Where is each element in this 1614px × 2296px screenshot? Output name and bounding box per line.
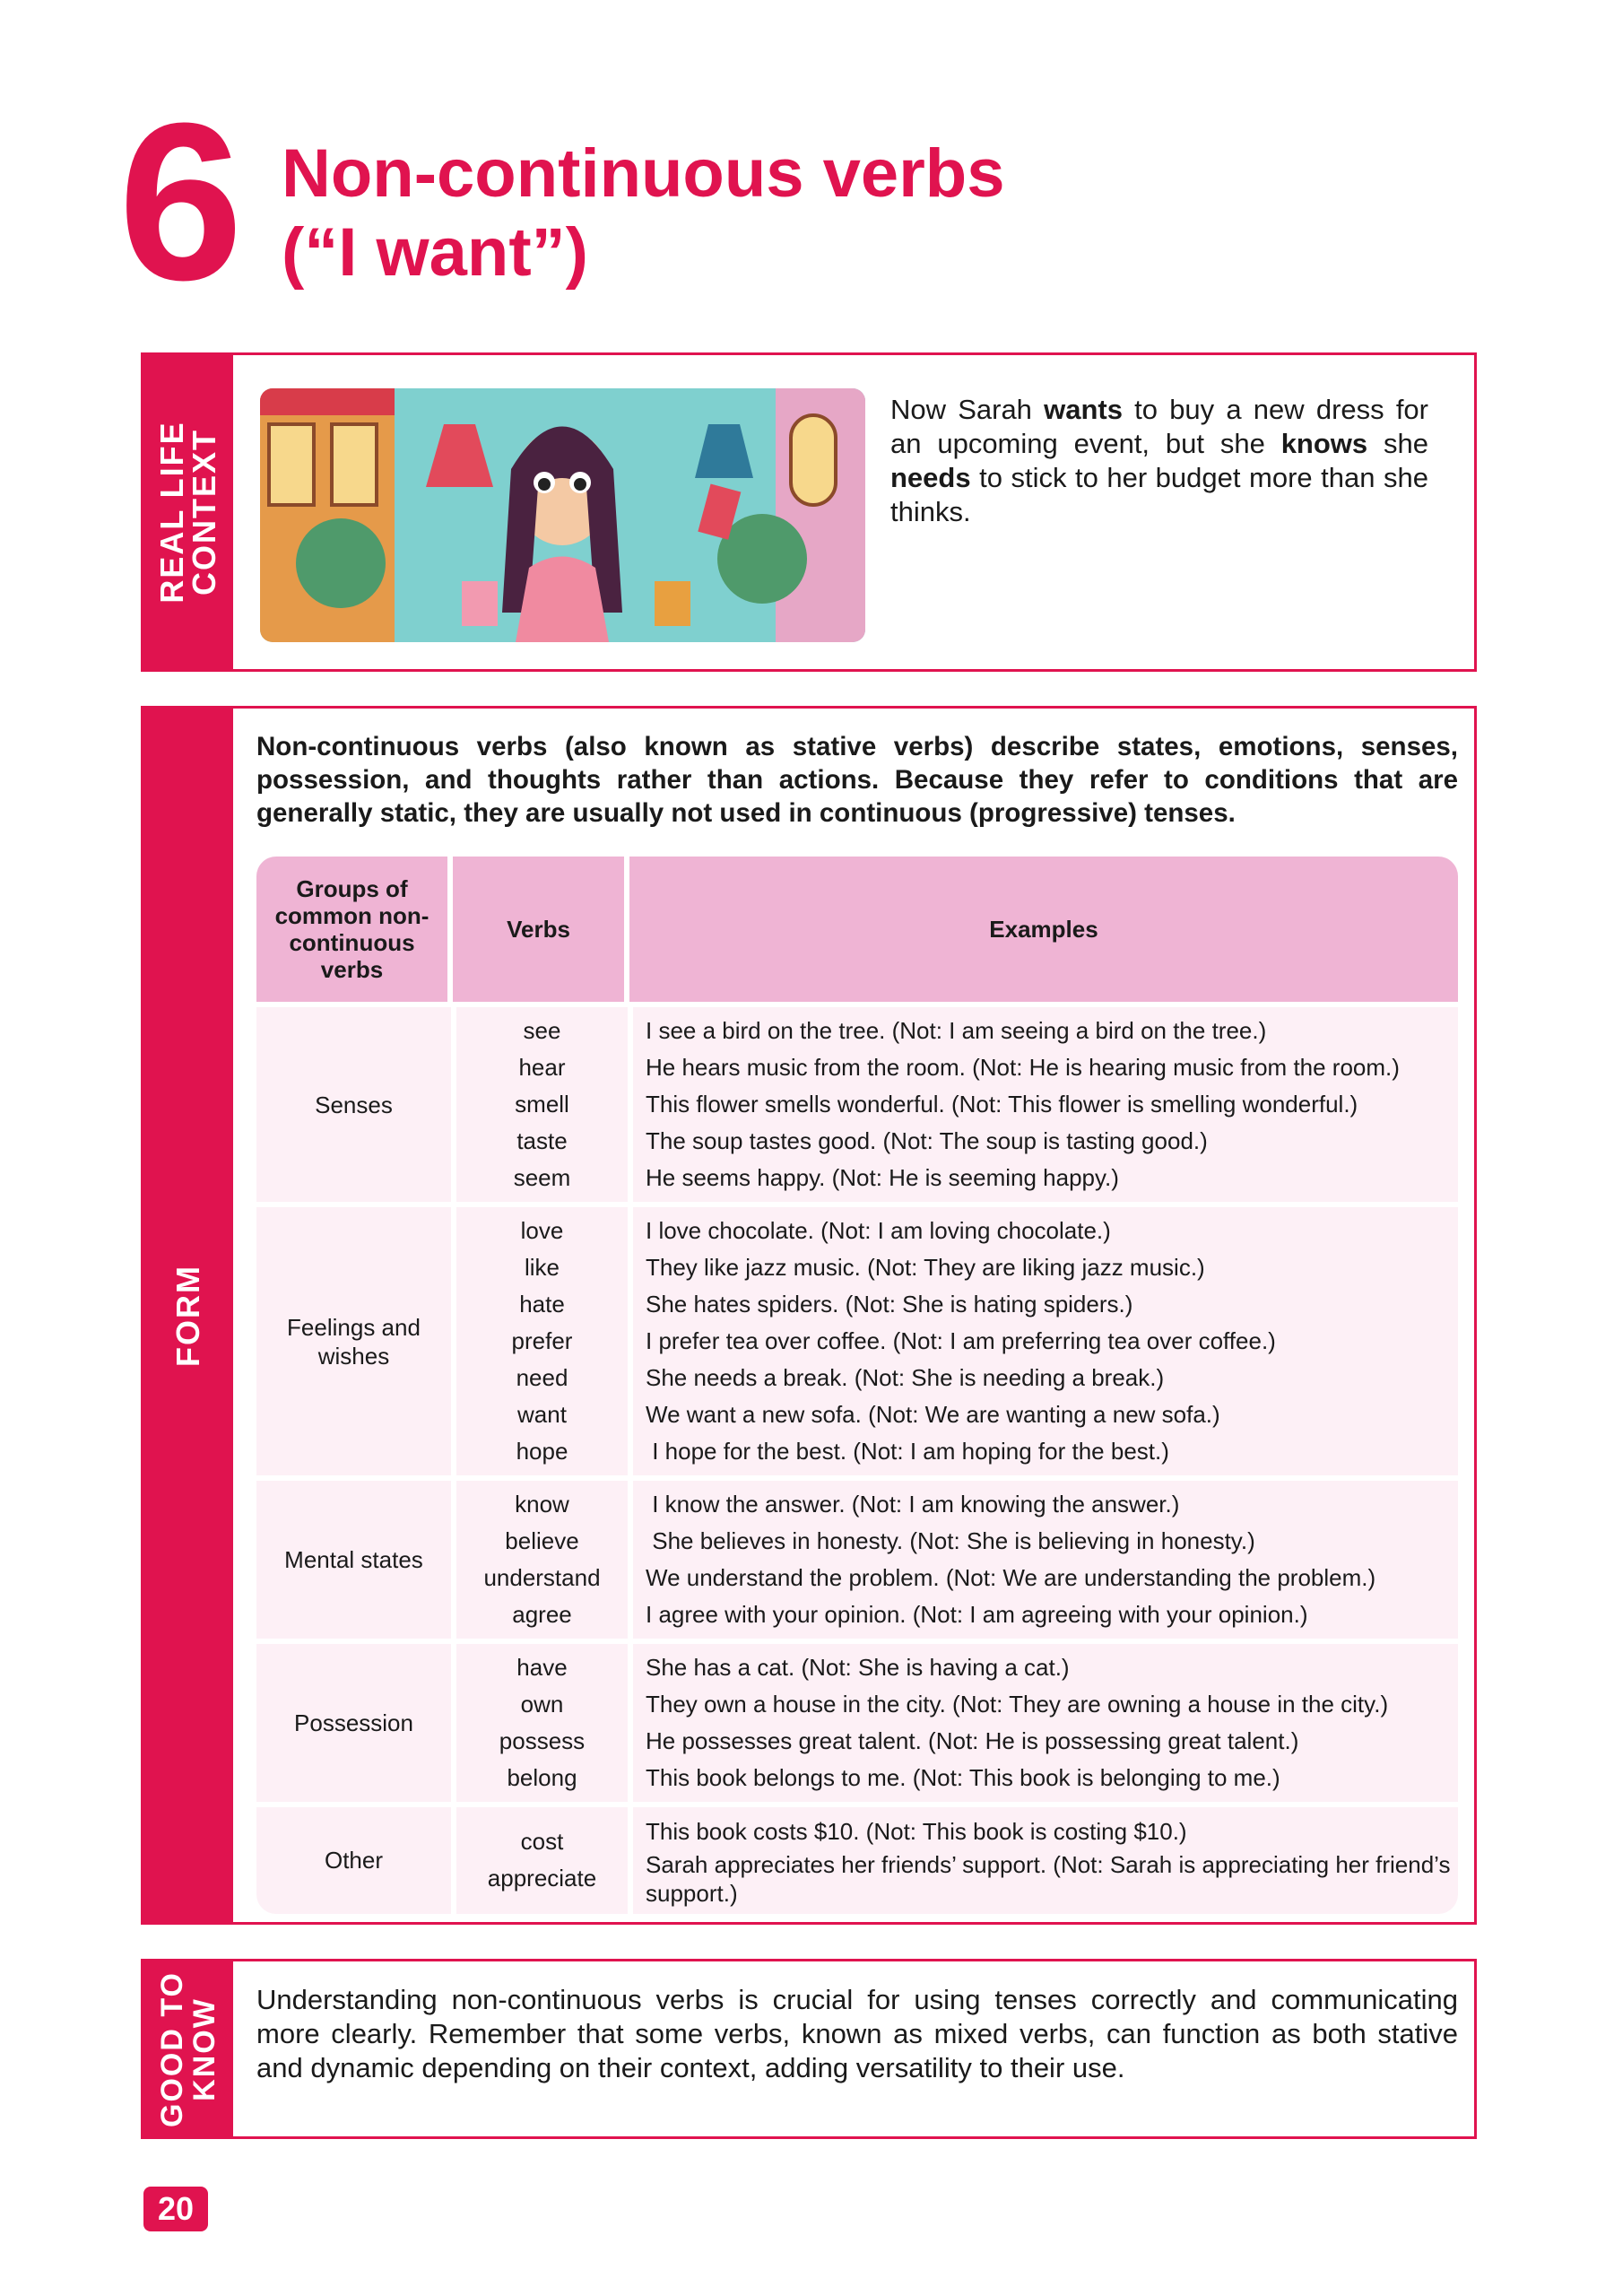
verb: love — [520, 1217, 564, 1244]
verb: know — [515, 1491, 569, 1518]
verbs-cell — [456, 1807, 628, 1914]
table-row — [256, 1644, 1458, 1802]
section-label: REAL LIFE CONTEXT — [153, 421, 222, 604]
verb: understand — [483, 1564, 601, 1591]
verb: own — [520, 1691, 564, 1718]
example-sentence: He possesses great talent. (Not: He is possessing great talent.) — [646, 1727, 1299, 1754]
example-sentence: He seems happy. (Not: He is seeming happy.) — [646, 1164, 1119, 1191]
example-sentence: This book belongs to me. (Not: This book is belonging to me.) — [646, 1764, 1280, 1791]
examples-cell — [633, 1207, 1458, 1475]
verb: hate — [519, 1291, 565, 1318]
verb: hear — [518, 1054, 566, 1081]
verb: like — [524, 1254, 560, 1281]
example-sentence: We want a new sofa. (Not: We are wanting a new sofa.) — [646, 1401, 1220, 1428]
shopping-illustration — [260, 388, 865, 642]
verbs-cell — [456, 1644, 628, 1802]
table-row — [256, 1807, 1458, 1914]
verbs-cell — [456, 1207, 628, 1475]
section-label-bar — [143, 709, 233, 1922]
example-sentence: I love chocolate. (Not: I am loving chocolate.) — [646, 1217, 1111, 1244]
title-line-2: (“I want”) — [282, 214, 588, 291]
examples-cell — [633, 1644, 1458, 1802]
text: Now Sarah — [890, 394, 1045, 425]
group-cell: Senses — [256, 1007, 451, 1202]
verb: see — [523, 1017, 561, 1044]
example-sentence: She has a cat. (Not: She is having a cat.) — [646, 1654, 1070, 1681]
bold-word: knows — [1280, 428, 1368, 459]
section-label-bar — [143, 1961, 233, 2136]
text: she — [1367, 428, 1428, 459]
group-cell: Mental states — [256, 1481, 451, 1639]
context-text — [890, 393, 1428, 529]
example-sentence: He hears music from the room. (Not: He is hearing music from the room.) — [646, 1054, 1400, 1081]
text: to stick to her budget more than she thinks. — [890, 462, 1428, 527]
group-cell: Other — [256, 1807, 451, 1914]
example-sentence: I know the answer. (Not: I am knowing the answer.) — [646, 1491, 1180, 1518]
verb: have — [516, 1654, 568, 1681]
verb: believe — [505, 1527, 579, 1554]
header-groups: Groups of common non-continuous verbs — [256, 857, 447, 1002]
verb: agree — [512, 1601, 572, 1628]
section-label-bar — [143, 355, 233, 669]
text: to buy a new dress for an upcoming event, but she — [890, 394, 1428, 459]
page-number: 20 — [143, 2187, 208, 2231]
table-row — [256, 1207, 1458, 1475]
verb: belong — [507, 1764, 577, 1791]
verbs-cell — [456, 1481, 628, 1639]
example-sentence: I agree with your opinion. (Not: I am agreeing with your opinion.) — [646, 1601, 1308, 1628]
example-sentence: We understand the problem. (Not: We are understanding the problem.) — [646, 1564, 1376, 1591]
example-sentence: This flower smells wonderful. (Not: This flower is smelling wonderful.) — [646, 1091, 1358, 1118]
verbs-cell — [456, 1007, 628, 1202]
example-sentence: The soup tastes good. (Not: The soup is tasting good.) — [646, 1127, 1208, 1154]
examples-cell — [633, 1807, 1458, 1914]
header-examples: Examples — [629, 857, 1458, 1002]
section-label: GOOD TO KNOW — [155, 1970, 221, 2127]
bold-word: needs — [890, 462, 971, 493]
example-sentence: She hates spiders. (Not: She is hating spiders.) — [646, 1291, 1133, 1318]
table-row — [256, 1481, 1458, 1639]
form-intro: Non-continuous verbs (also known as stative verbs) describe states, emotions, senses, possession, and thoughts rather than actions. Because they refer to conditions that are generally static, they are usually not used in continuous (progressive) tenses. — [256, 732, 1458, 828]
table-header — [256, 857, 1458, 1002]
example-sentence: She believes in honesty. (Not: She is believing in honesty.) — [646, 1527, 1255, 1554]
table-row — [256, 1007, 1458, 1202]
verb: want — [517, 1401, 567, 1428]
good-to-know-section — [141, 1959, 1477, 2139]
example-sentence: I see a bird on the tree. (Not: I am seeing a bird on the tree.) — [646, 1017, 1267, 1044]
verb: appreciate — [487, 1865, 597, 1892]
verb: need — [516, 1364, 568, 1391]
examples-cell — [633, 1007, 1458, 1202]
verb: taste — [516, 1127, 568, 1154]
form-section — [141, 706, 1477, 1925]
example-sentence: Sarah appreciates her friends’ support. (Not: Sarah is appreciating her friend’s support.) — [646, 1850, 1457, 1907]
verb: hope — [516, 1438, 568, 1465]
header-verbs: Verbs — [453, 857, 624, 1002]
page-title — [282, 135, 1004, 292]
section-label: FORM — [169, 1264, 206, 1367]
example-sentence: They own a house in the city. (Not: They are owning a house in the city.) — [646, 1691, 1389, 1718]
verb: smell — [515, 1091, 569, 1118]
example-sentence: She needs a break. (Not: She is needing a break.) — [646, 1364, 1165, 1391]
examples-cell — [633, 1481, 1458, 1639]
title-line-1: Non-continuous verbs — [282, 135, 1005, 212]
bold-word: wants — [1044, 394, 1123, 425]
verbs-table — [256, 857, 1458, 1914]
group-cell: Possession — [256, 1644, 451, 1802]
verb: prefer — [511, 1327, 573, 1354]
example-sentence: They like jazz music. (Not: They are liking jazz music.) — [646, 1254, 1205, 1281]
example-sentence: I prefer tea over coffee. (Not: I am preferring tea over coffee.) — [646, 1327, 1276, 1354]
example-sentence: I hope for the best. (Not: I am hoping for the best.) — [646, 1438, 1169, 1465]
verb: cost — [520, 1828, 564, 1856]
example-sentence: This book costs $10. (Not: This book is costing $10.) — [646, 1817, 1187, 1845]
group-cell: Feelings and wishes — [256, 1207, 451, 1475]
good-to-know-text: Understanding non-continuous verbs is crucial for using tenses correctly and communicating more clearly. Remember that some verbs, known as mixed verbs, can function as both stative and dynamic depending on their context, adding versatility to their use. — [256, 1984, 1458, 2083]
chapter-number: 6 — [118, 76, 235, 326]
verb: possess — [499, 1727, 586, 1754]
real-life-context-section — [141, 352, 1477, 672]
verb: seem — [513, 1164, 571, 1191]
